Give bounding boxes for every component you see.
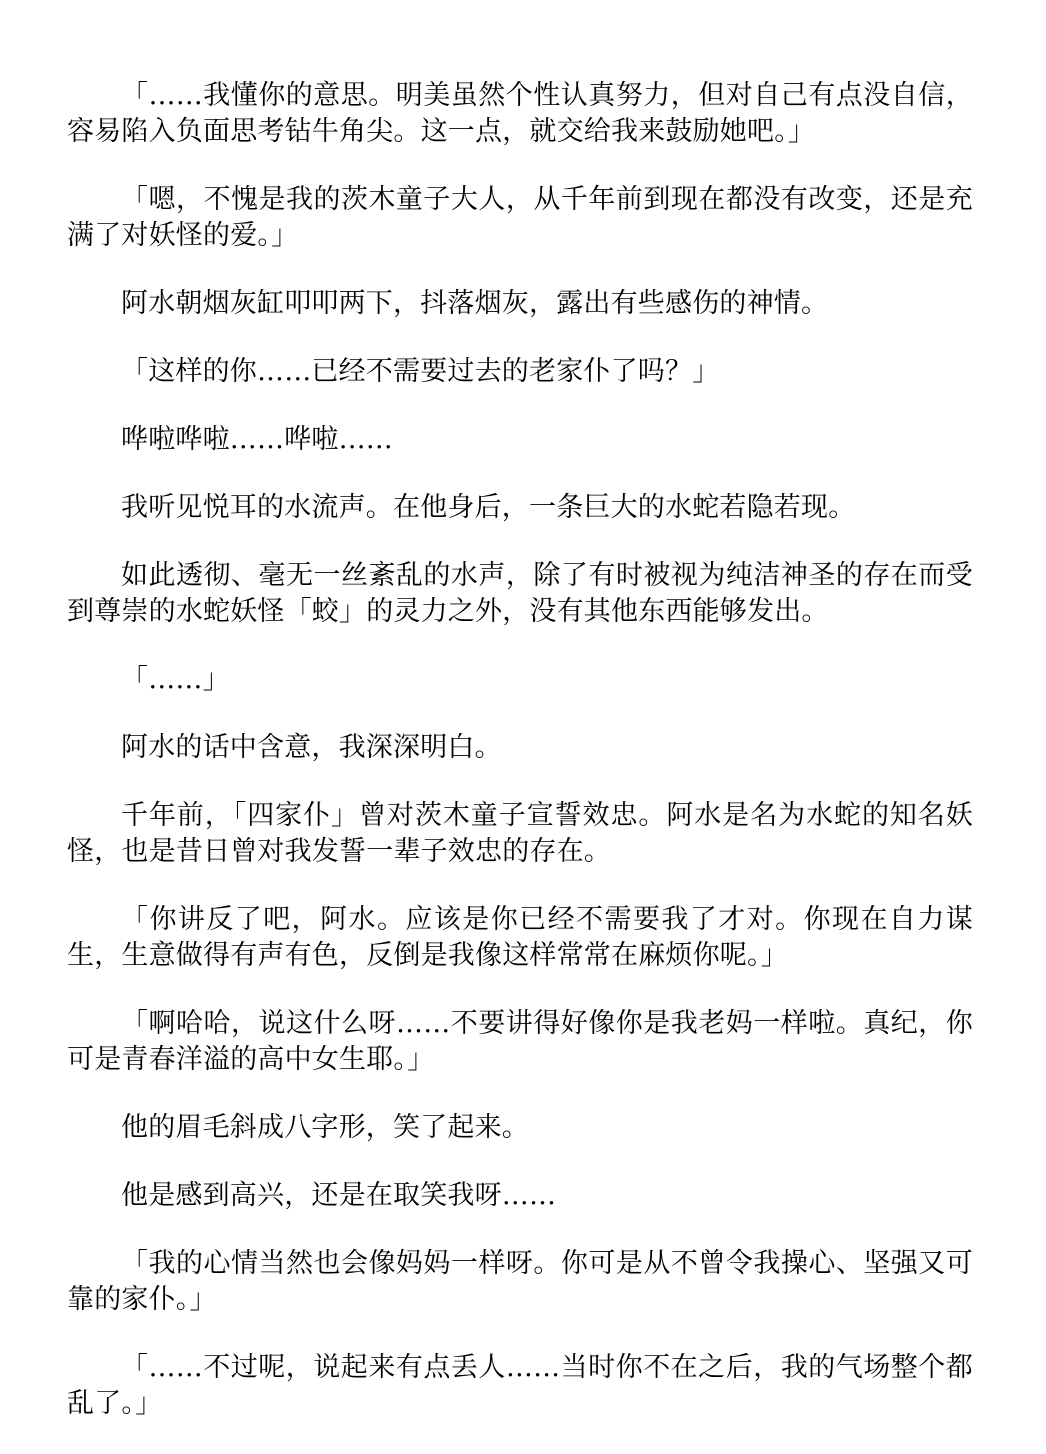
paragraph-13: 他的眉毛斜成八字形，笑了起来。 [121,1112,529,1143]
paragraph-3: 阿水朝烟灰缸叩叩两下，抖落烟灰，露出有些感伤的神情。 [121,288,829,319]
paragraph-5: 哗啦哗啦……哗啦…… [121,424,393,455]
paragraph-9: 阿水的话中含意，我深深明白。 [121,732,502,763]
paragraph-11: 「你讲反了吧，阿水。应该是你已经不需要我了才对。你现在自力谋生，生意做得有声有色，反倒是我像这样常常在麻烦你呢。」 [67,904,973,971]
paragraph-14: 他是感到高兴，还是在取笑我呀…… [121,1180,557,1211]
paragraph-2: 「嗯，不愧是我的茨木童子大人，从千年前到现在都没有改变，还是充满了对妖怪的爱。」 [67,184,973,251]
paragraph-6: 我听见悦耳的水流声。在他身后，一条巨大的水蛇若隐若现。 [121,492,856,523]
paragraph-16: 「……不过呢，说起来有点丢人……当时你不在之后，我的气场整个都乱了。」 [67,1352,973,1419]
paragraph-12: 「啊哈哈，说这什么呀……不要讲得好像你是我老妈一样啦。真纪，你可是青春洋溢的高中女生耶。」 [67,1008,973,1075]
paragraph-7: 如此透彻、毫无一丝紊乱的水声，除了有时被视为纯洁神圣的存在而受到尊崇的水蛇妖怪「蛟」的灵力之外，没有其他东西能够发出。 [67,560,973,627]
paragraph-1: 「……我懂你的意思。明美虽然个性认真努力，但对自己有点没自信，容易陷入负面思考钻牛角尖。这一点，就交给我来鼓励她吧。」 [67,80,973,147]
paragraph-10: 千年前，「四家仆」曾对茨木童子宣誓效忠。阿水是名为水蛇的知名妖怪，也是昔日曾对我发誓一辈子效忠的存在。 [67,800,973,867]
paragraph-4: 「这样的你……已经不需要过去的老家仆了吗？」 [121,356,720,387]
paragraph-15: 「我的心情当然也会像妈妈一样呀。你可是从不曾令我操心、坚强又可靠的家仆。」 [67,1248,973,1315]
paragraph-8: 「……」 [121,664,230,695]
document-page [67,78,973,1454]
